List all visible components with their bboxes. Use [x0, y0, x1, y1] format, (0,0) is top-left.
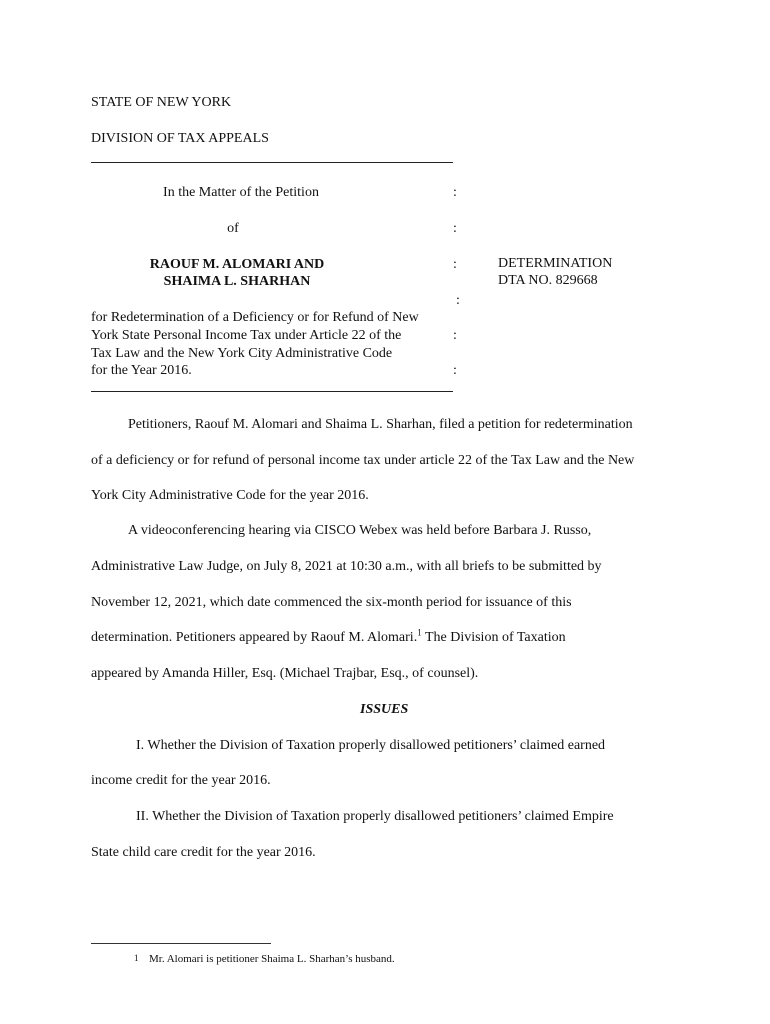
- purpose-line-2: York State Personal Income Tax under Article 22 of the: [91, 328, 402, 343]
- division-heading: DIVISION OF TAX APPEALS: [91, 131, 269, 146]
- purpose-line-4: for the Year 2016.: [91, 363, 192, 378]
- determination-label: DETERMINATION: [498, 256, 613, 271]
- state-heading: STATE OF NEW YORK: [91, 95, 232, 110]
- purpose-line-3: Tax Law and the New York City Administrative Code: [91, 346, 393, 361]
- paragraph-2-line-1: A videoconferencing hearing via CISCO Webex was held before Barbara J. Russo,: [128, 523, 592, 538]
- paragraph-2-line-4-text-a: determination. Petitioners appeared by Raouf M. Alomari.: [91, 630, 418, 645]
- issue-1-line-2: income credit for the year 2016.: [91, 773, 271, 788]
- issue-2-line-2: State child care credit for the year 2016.: [91, 845, 316, 860]
- footnote-number: 1: [134, 953, 139, 963]
- issue-1-line-1: I. Whether the Division of Taxation properly disallowed petitioners’ claimed earned: [136, 738, 606, 753]
- footnote-text: Mr. Alomari is petitioner Shaima L. Sharhan’s husband.: [149, 953, 395, 965]
- caption-colon: :: [453, 363, 457, 378]
- paragraph-1-line-2: of a deficiency or for refund of personal income tax under article 22 of the Tax Law and the New: [91, 453, 635, 468]
- paragraph-2-line-2: Administrative Law Judge, on July 8, 2021 at 10:30 a.m., with all briefs to be submitted by: [91, 559, 602, 574]
- paragraph-1-line-3: York City Administrative Code for the year 2016.: [91, 488, 369, 503]
- petitioner-name-line-2: SHAIMA L. SHARHAN: [163, 274, 311, 289]
- caption-bottom-rule: [91, 391, 453, 392]
- caption-colon: :: [456, 293, 460, 308]
- paragraph-2-line-4: [91, 627, 566, 645]
- footnote-rule: [91, 943, 271, 944]
- paragraph-2-line-4-text-b: The Division of Taxation: [421, 630, 566, 645]
- of-line: of: [227, 221, 239, 236]
- caption-top-rule: [91, 162, 453, 163]
- caption-colon: :: [453, 221, 457, 236]
- issues-heading: ISSUES: [360, 702, 409, 717]
- caption-colon: :: [453, 328, 457, 343]
- dta-number: DTA NO. 829668: [498, 273, 598, 288]
- paragraph-2-line-3: November 12, 2021, which date commenced the six-month period for issuance of this: [91, 595, 572, 610]
- footnote-reference: 1: [417, 627, 422, 638]
- caption-colon: :: [453, 257, 457, 272]
- matter-line: In the Matter of the Petition: [163, 185, 319, 200]
- petitioner-name-line-1: RAOUF M. ALOMARI AND: [149, 257, 325, 272]
- paragraph-2-line-5: appeared by Amanda Hiller, Esq. (Michael Trajbar, Esq., of counsel).: [91, 666, 479, 681]
- issue-2-line-1: II. Whether the Division of Taxation properly disallowed petitioners’ claimed Empire: [136, 809, 614, 824]
- caption-colon: :: [453, 185, 457, 200]
- purpose-line-1: for Redetermination of a Deficiency or for Refund of New: [91, 310, 419, 325]
- paragraph-1-line-1: Petitioners, Raouf M. Alomari and Shaima L. Sharhan, filed a petition for redetermination: [128, 417, 633, 432]
